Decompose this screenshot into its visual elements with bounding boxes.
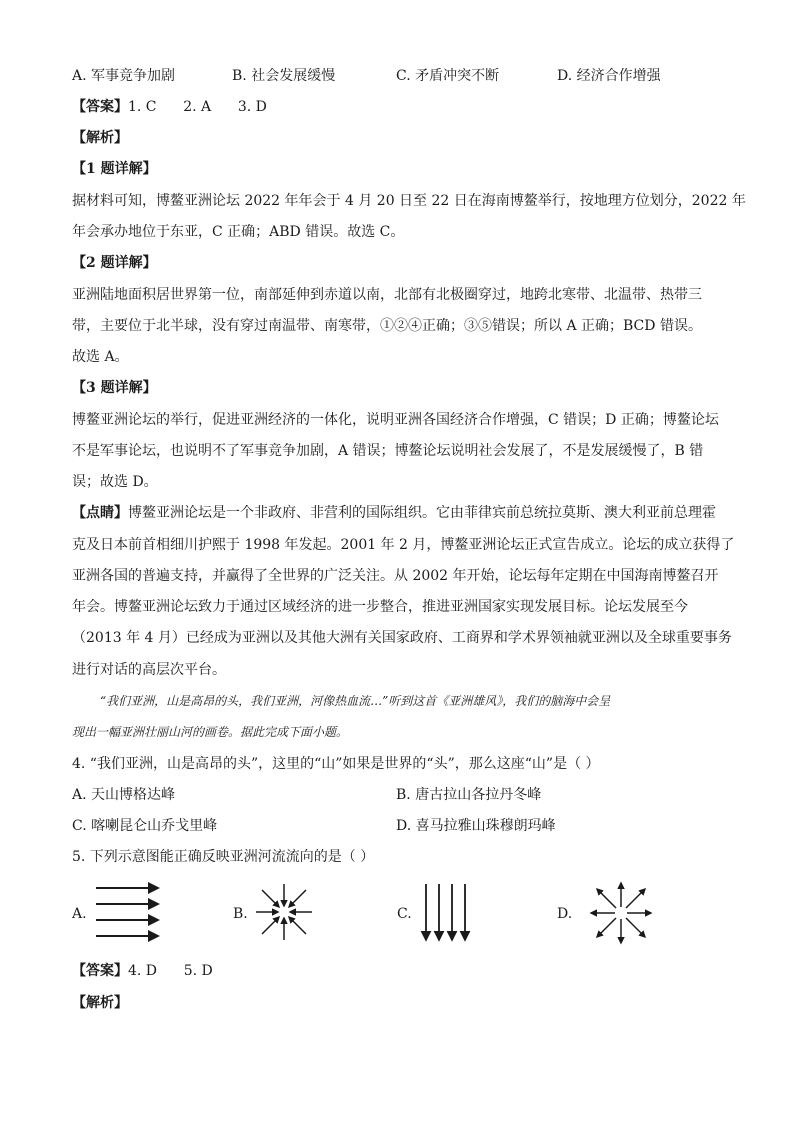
detail-2-line: 带，主要位于北半球，没有穿过南温带、南寒带，①②④正确；③⑤错误；所以 A 正确；BCD 错误。 [72, 318, 702, 334]
answer-text: 1. C 2. A 3. D [128, 99, 267, 115]
point-line: 【点睛】博鳌亚洲论坛是一个非政府、非营利的国际组织。它由菲律宾前总统拉莫斯、澳大利亚前总理霍 [72, 505, 716, 521]
answer-line-2 [72, 961, 213, 981]
point-line: 年会。博鳌亚洲论坛致力于通过区域经济的进一步整合，推进亚洲国家实现发展目标。论坛发展至今 [72, 599, 688, 615]
answer-tag: 【答案】 [72, 963, 128, 979]
q3-option-d: D. 经济合作增强 [557, 68, 661, 84]
detail-1-line: 年会承办地位于东亚，C 正确；ABD 错误。故选 C。 [72, 224, 405, 240]
detail-3-line: 误；故选 D。 [72, 474, 158, 490]
detail-3-line: 博鳌亚洲论坛的举行，促进亚洲经济的一体化，说明亚洲各国经济合作增强，C 错误；D 正确；博鳌论坛 [72, 412, 719, 428]
q5-diagram-a [92, 882, 164, 942]
detail-1-line: 据材料可知，博鳌亚洲论坛 2022 年年会于 4 月 20 日至 22 日在海南博鳌举行，按地理方位划分，2022 年 [72, 193, 746, 209]
material-line: 现出一幅亚洲壮丽山河的画卷。据此完成下面小题。 [72, 725, 349, 739]
q5-diagram-d [588, 880, 654, 946]
detail-2-line: 亚洲陆地面积居世界第一位，南部延伸到赤道以南，北部有北极圈穿过，地跨北寒带、北温带、热带三 [72, 287, 702, 303]
answer-tag: 【答案】 [72, 99, 128, 115]
analysis-heading: 【解析】 [72, 995, 128, 1011]
detail-3-title: 【3 题详解】 [72, 380, 157, 396]
detail-2-title: 【2 题详解】 [72, 255, 157, 271]
q4-option-b: B. 唐古拉山各拉丹冬峰 [396, 787, 542, 803]
answer-line-1 [72, 97, 267, 117]
q3-option-c: C. 矛盾冲突不断 [396, 68, 500, 84]
q3-option-a: A. 军事竞争加剧 [72, 68, 176, 84]
detail-2-line: 故选 A。 [72, 349, 129, 365]
detail-1-title: 【1 题详解】 [72, 161, 157, 177]
q5-stem: 5. 下列示意图能正确反映亚洲河流流向的是（ ） [72, 849, 375, 865]
answer-text: 4. D 5. D [128, 963, 213, 979]
q5-label-d: D. [557, 906, 573, 922]
q5-diagram-b [254, 882, 314, 942]
q5-label-b: B. [233, 906, 248, 922]
point-line: 亚洲各国的普遍支持，并赢得了全世界的广泛关注。从 2002 年开始，论坛每年定期在中国海南博鳌召开 [72, 568, 719, 584]
q4-option-a: A. 天山博格达峰 [72, 787, 176, 803]
q5-diagram-c [418, 882, 474, 946]
q5-label-a: A. [72, 906, 87, 922]
point-line: 进行对话的高层次平台。 [72, 662, 226, 678]
detail-3-line: 不是军事论坛，也说明不了军事竞争加剧，A 错误；博鳌论坛说明社会发展了，不是发展缓慢了，B 错 [72, 443, 704, 459]
point-line: 克及日本前首相细川护熙于 1998 年发起。2001 年 2 月，博鳌亚洲论坛正式宣告成立。论坛的成立获得了 [72, 537, 735, 553]
point-line: （2013 年 4 月）已经成为亚洲以及其他大洲有关国家政府、工商界和学术界领袖就亚洲以及全球重要事务 [72, 630, 732, 646]
point-tag: 【点睛】 [72, 505, 128, 521]
material-line: “我们亚洲，山是高昂的头，我们亚洲，河像热血流…”听到这首《亚洲雄风》，我们的脑海中会呈 [100, 694, 611, 708]
q3-option-b: B. 社会发展缓慢 [232, 68, 336, 84]
q4-option-c: C. 喀喇昆仑山乔戈里峰 [72, 818, 218, 834]
q4-stem: 4. “我们亚洲，山是高昂的头”，这里的“山”如果是世界的“头”，那么这座“山”是（ ） [72, 756, 600, 772]
q4-option-d: D. 喜马拉雅山珠穆朗玛峰 [396, 818, 556, 834]
analysis-heading: 【解析】 [72, 130, 128, 146]
q5-label-c: C. [397, 906, 412, 922]
